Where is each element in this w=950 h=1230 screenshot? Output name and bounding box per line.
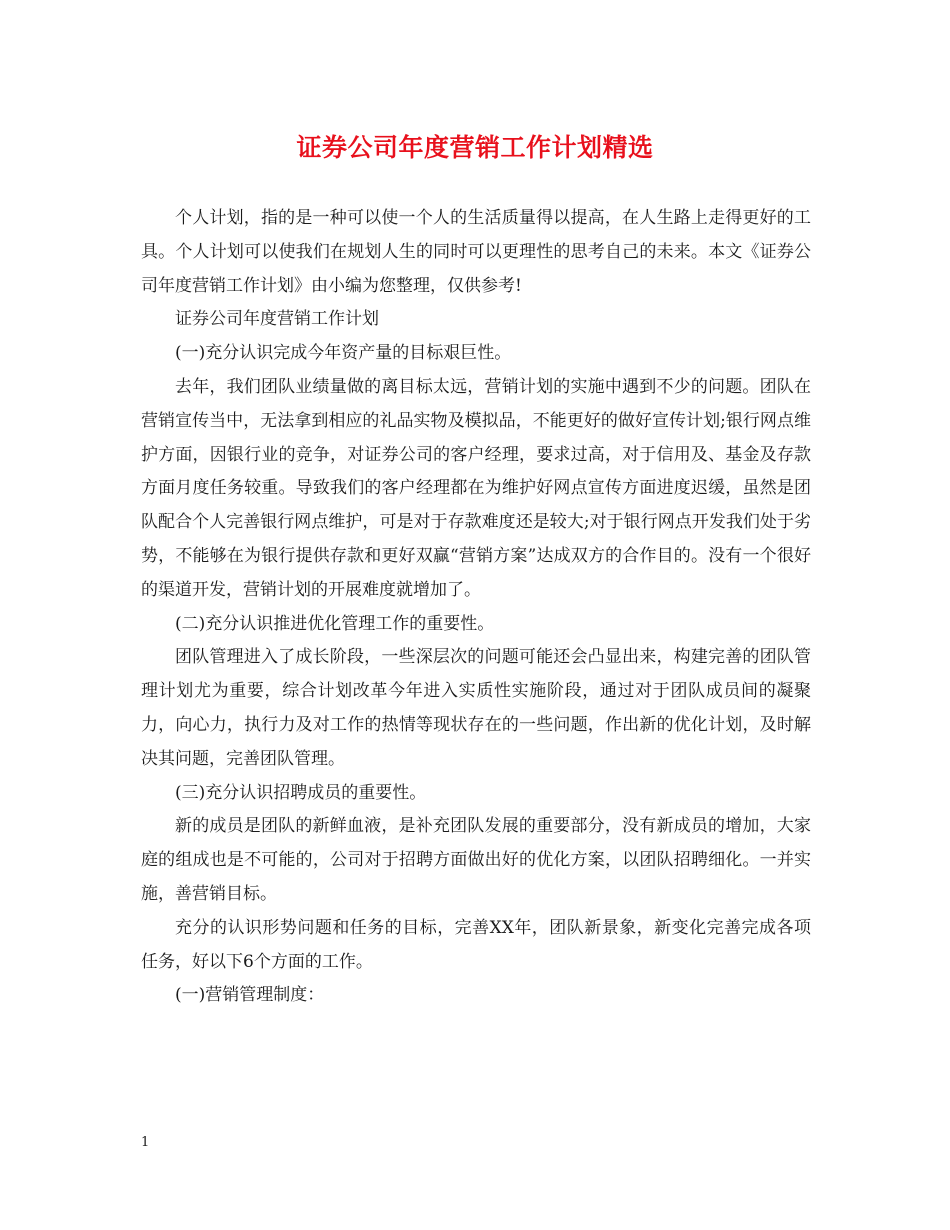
page-number: 1	[141, 1135, 150, 1150]
document-body	[141, 202, 811, 1013]
paragraph-intro: 个人计划，指的是一种可以使一个人的生活质量得以提高，在人生路上走得更好的工具。个人计划可以使我们在规划人生的同时可以更理性的思考自己的未来。本文《证券公司年度营销工作计划》由小编为您整理，仅供参考!	[141, 208, 811, 296]
document-title: 证券公司年度营销工作计划精选	[296, 133, 654, 162]
paragraph-body-3: 新的成员是团队的新鲜血液，是补充团队发展的重要部分，没有新成员的增加，大家庭的组成也是不可能的，公司对于招聘方面做出好的优化方案，以团队招聘细化。一并实施，善营销目标。	[141, 816, 811, 904]
paragraph-body-2: 团队管理进入了成长阶段，一些深层次的问题可能还会凸显出来，构建完善的团队管理计划尤为重要，综合计划改革今年进入实质性实施阶段，通过对于团队成员间的凝聚力，向心力，执行力及对工作的热情等现状存在的一些问题，作出新的优化计划，及时解决其问题，完善团队管理。	[141, 647, 811, 769]
paragraph-heading-2: (二)充分认识推进优化管理工作的重要性。	[175, 613, 495, 634]
paragraph-heading-1: (一)充分认识完成今年资产量的目标艰巨性。	[175, 343, 512, 364]
paragraph-heading-3: (三)充分认识招聘成员的重要性。	[175, 782, 427, 803]
paragraph-subtitle: 证券公司年度营销工作计划	[175, 309, 379, 330]
paragraph-heading-4: (一)营销管理制度：	[175, 985, 325, 1006]
paragraph-body-4: 充分的认识形势问题和任务的目标，完善XX年，团队新景象，新变化完善完成各项任务，好以下6个方面的工作。	[141, 917, 811, 972]
paragraph-body-1: 去年，我们团队业绩量做的离目标太远，营销计划的实施中遇到不少的问题。团队在营销宣传当中，无法拿到相应的礼品实物及模拟品，不能更好的做好宣传计划;银行网点维护方面，因银行业的竞争，对证券公司的客户经理，要求过高，对于信用及、基金及存款方面月度任务较重。导致我们的客户经理都在为维护好网点宣传方面进度迟缓，虽然是团队配合个人完善银行网点维护，可是对于存款难度还是较大;对于银行网点开发我们处于劣势，不能够在为银行提供存款和更好双赢“营销方案”达成双方的合作目的。没有一个很好的渠道开发，营销计划的开展难度就增加了。	[141, 376, 811, 600]
